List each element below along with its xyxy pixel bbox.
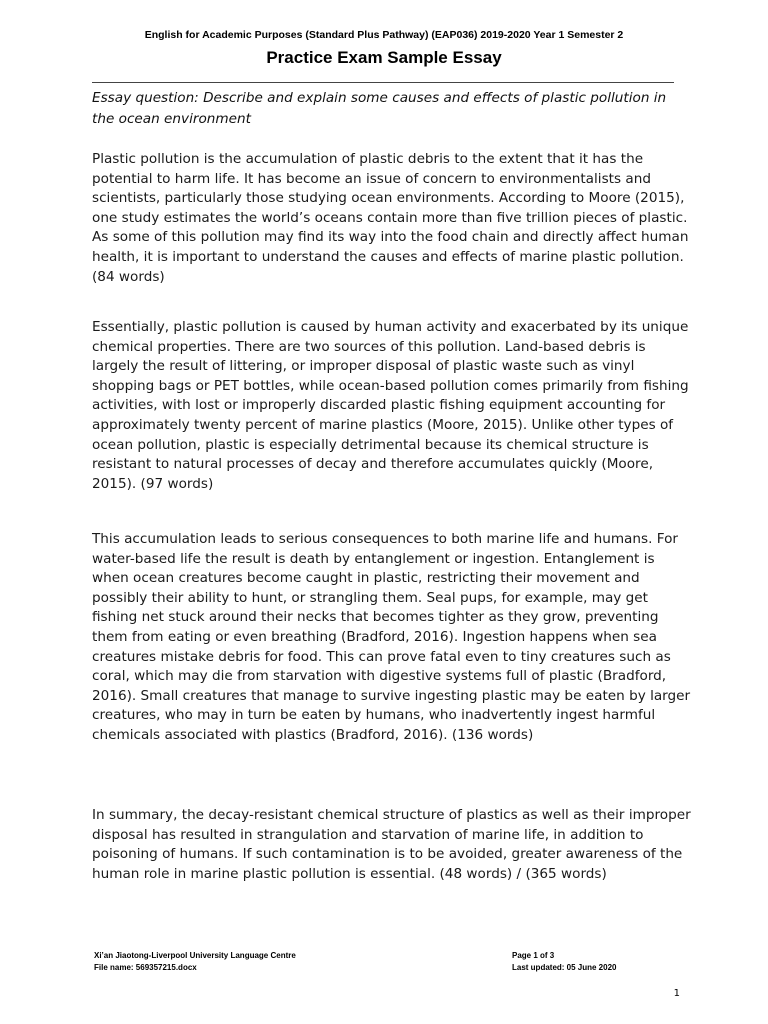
page-number: 1: [673, 988, 680, 999]
footer-left: [94, 950, 394, 974]
footer-institution: Xi’an Jiaotong-Liverpool University Language Centre: [94, 951, 296, 960]
paragraph-causes: Essentially, plastic pollution is caused by human activity and exacerbated by its unique chemical properties. There are two sources of this pollution. Land-based debris is largely the result of littering, or improper disposal of plastic waste such as vinyl shopping bags or PET bottles, while ocean-based pollution comes primarily from fishing activities, with lost or improperly discarded plastic fishing equipment accounting for approximately twenty percent of marine plastics (Moore, 2015). Unlike other types of ocean pollution, plastic is especially detrimental because its chemical structure is resistant to natural processes of decay and therefore accumulates quickly (Moore, 2015). (97 words): [92, 319, 689, 492]
title-divider: [92, 82, 674, 83]
course-header: English for Academic Purposes (Standard Plus Pathway) (EAP036) 2019-2020 Year 1 Semester 2: [144, 29, 624, 41]
footer-last-updated: Last updated: 05 June 2020: [512, 963, 617, 972]
footer-page-info: Page 1 of 3: [512, 951, 555, 960]
paragraph-introduction: Plastic pollution is the accumulation of plastic debris to the extent that it has the potential to harm life. It has become an issue of concern to environmentalists and scientists, particularly those studying ocean environments. According to Moore (2015), one study estimates the world’s oceans contain more than five trillion pieces of plastic. As some of this pollution may find its way into the food chain and directly affect human health, it is important to understand the causes and effects of marine plastic pollution. (84 words): [92, 151, 689, 285]
footer-right: [512, 950, 692, 974]
paragraph-conclusion: In summary, the decay-resistant chemical structure of plastics as well as their improper disposal has resulted in strangulation and starvation of marine life, in addition to poisoning of humans. If such contamination is to be avoided, greater awareness of the human role in marine plastic pollution is essential. (48 words) / (365 words): [92, 807, 691, 882]
paragraph-effects: This accumulation leads to serious consequences to both marine life and humans. For water-based life the result is death by entanglement or ingestion. Entanglement is when ocean creatures become caught in plastic, restricting their movement and possibly their ability to hunt, or strangling them. Seal pups, for example, may get fishing net stuck around their necks that becomes tighter as they grow, preventing them from eating or even breathing (Bradford, 2016). Ingestion happens when sea creatures mistake debris for food. This can prove fatal even to tiny creatures such as coral, which may die from starvation with digestive systems full of plastic (Bradford, 2016). Small creatures that manage to survive ingesting plastic may be eaten by larger creatures, who may in turn be eaten by humans, who inadvertently ingest harmful chemicals associated with plastics (Bradford, 2016). (136 words): [92, 531, 691, 743]
footer-file-name: File name: 569357215.docx: [94, 963, 197, 972]
page-title: Practice Exam Sample Essay: [266, 48, 502, 67]
essay-question: Essay question: Describe and explain some causes and effects of plastic pollution in the ocean environment: [92, 90, 667, 127]
